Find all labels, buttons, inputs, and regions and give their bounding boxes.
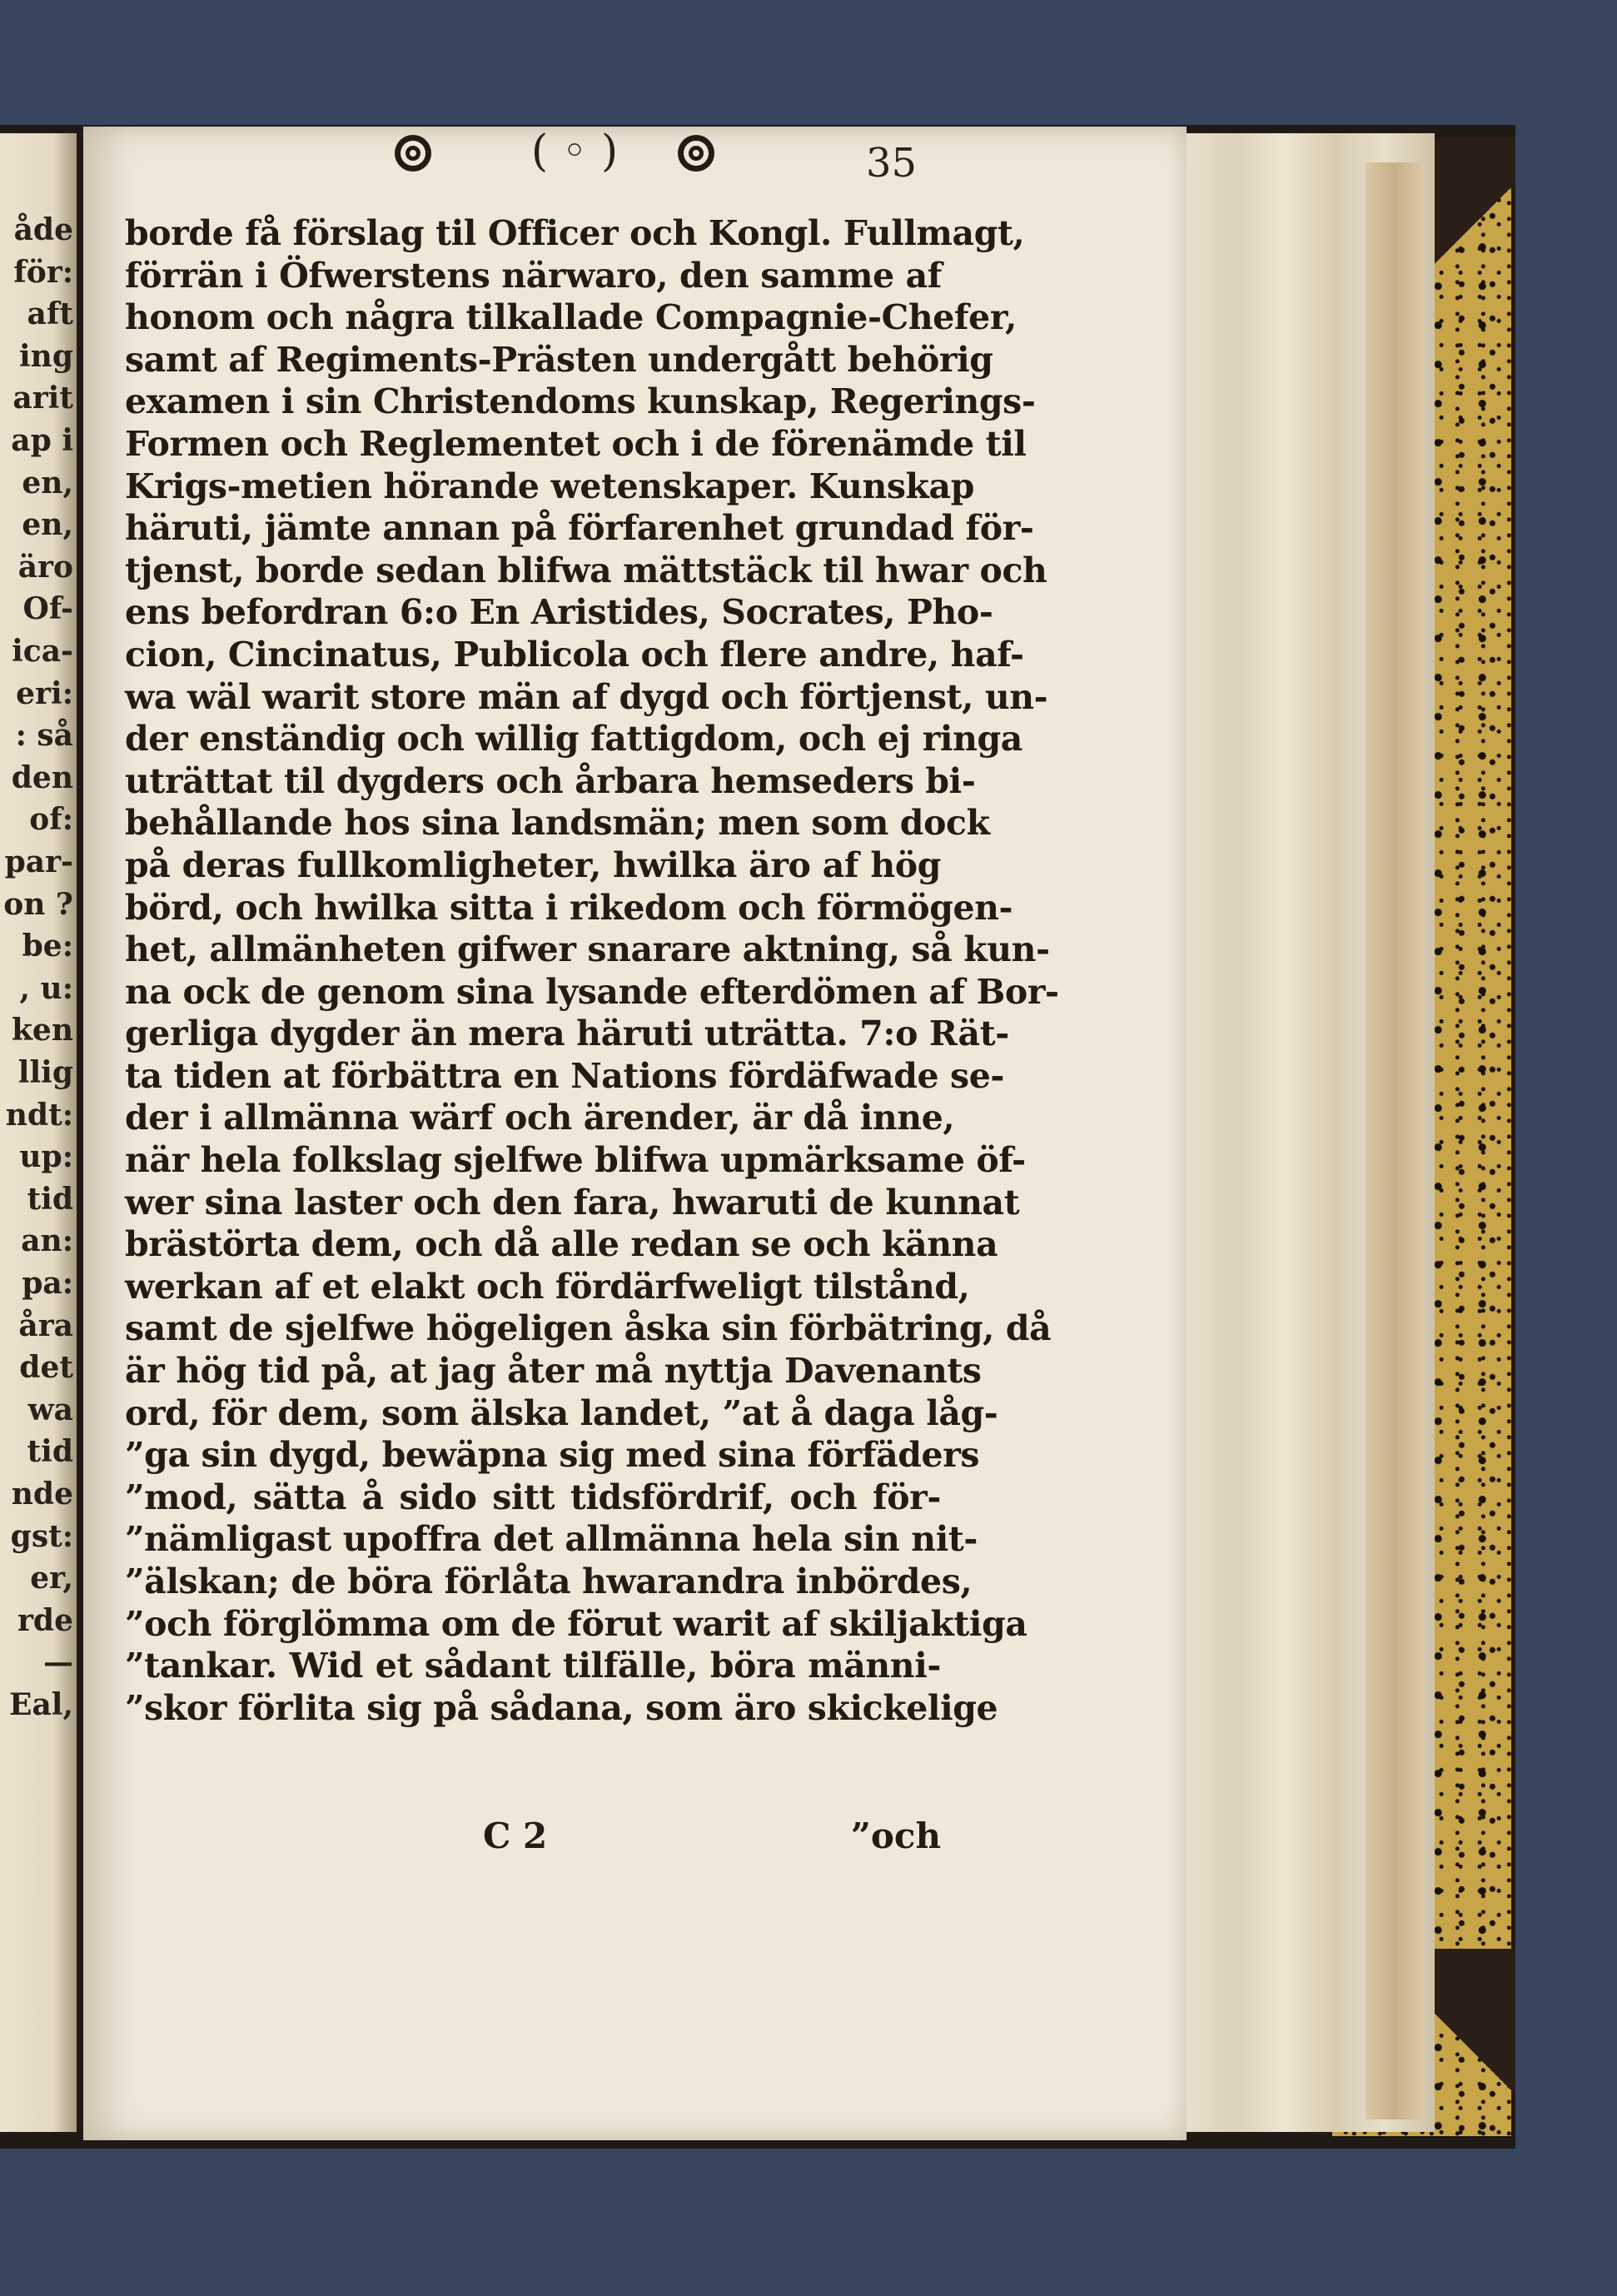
left-page-text-fragment: gst: [10,1518,73,1554]
left-page-text-fragment: en, [22,507,73,543]
page-edges-inner [1366,162,1424,2119]
signature-mark: C 2 [483,1815,548,1856]
text-line: tjenst, borde sedan blifwa mättstäck til hwar och [125,550,1047,590]
text-line: cion, Cincinatus, Publicola och flere andre, haf- [125,634,1024,675]
left-page-text-fragment: , u: [19,970,73,1006]
text-line: der enständig och willig fattigdom, och ej ringa [125,719,1022,760]
text-line: na ock de genom sina lysande efterdömen af Bor- [125,971,1059,1012]
left-page-text-fragment: Of- [22,591,73,627]
text-line: ”mod, sätta å sido sitt tidsfördrif, och för- [125,1477,941,1517]
left-page-text-fragment: er, [30,1561,73,1596]
left-page-text-fragment: arit [12,381,73,416]
text-line: när hela folkslag sjelfwe blifwa upmärksame öf- [125,1140,1026,1181]
text-line: häruti, jämte annan på förfarenhet grundad för- [125,508,1034,549]
left-page-text-fragment: åra [18,1307,73,1343]
left-page-text-fragment: åde [13,212,73,247]
left-page-text-fragment: ica- [12,634,73,669]
text-line: wer sina laster och den fara, hwaruti de kunnat [125,1182,1020,1223]
text-line: ta tiden at förbättra en Nations fördäfwade se- [125,1055,1005,1096]
left-page-text-fragment: wa [27,1392,73,1427]
header-parenthesis: ( ◦ ) [530,127,619,177]
text-line: ord, för dem, som älska landet, ”at å daga låg- [125,1392,998,1433]
left-page-text-fragment: en, [22,465,73,501]
left-page-text-fragment: : så [15,718,73,754]
left-page-text-fragment: tid [27,1181,73,1217]
left-page-text-fragment: ap i [11,423,73,458]
left-page-text-fragment: — [43,1645,73,1681]
text-line: samt de sjelfwe högeligen åska sin förbätring, då [125,1308,1052,1349]
text-line: samt af Regiments-Prästen undergått behörig [125,339,993,380]
left-page-text-fragment: eri: [16,675,73,711]
text-line: behållande hos sina landsmän; men som dock [125,803,990,844]
text-line: Formen och Reglementet och i de förenämde til [125,423,1027,464]
text-line: på deras fullkomligheter, hwilka äro af hög [125,844,941,885]
body-text [125,212,1059,1729]
left-page-text-fragment: äro [17,549,73,585]
left-page-text-fragment: be: [22,929,73,964]
flower-ornament-icon [674,132,718,175]
left-page-text-fragment: of: [29,802,73,838]
text-line: brästörta dem, och då alle redan se och känna [125,1224,998,1265]
catchword: ”och [850,1815,941,1856]
left-page-text-fragment: nde [11,1477,73,1512]
left-page-text-fragment: för: [13,254,73,290]
text-line: ”nämligast upoffra det allmänna hela sin nit- [125,1519,978,1560]
text-line: ens befordran 6:o En Aristides, Socrates, Pho- [125,592,993,633]
text-line: förrän i Öfwerstens närwaro, den samme af [125,255,943,296]
text-line: ”älskan; de böra förlåta hwarandra inbördes, [125,1561,973,1601]
left-page-text-fragment: ing [18,338,73,374]
left-page-text-fragment: llig [17,1055,73,1090]
left-page-text-fragment: det [19,1350,73,1386]
left-page-text-fragment: an: [21,1223,73,1259]
left-page-text-fragment: den [11,760,73,795]
left-page-text-fragment: pa: [22,1266,73,1301]
text-line: Krigs-metien hörande wetenskaper. Kunskap [125,466,974,506]
text-line: är hög tid på, at jag åter må nyttja Davenants [125,1351,982,1392]
flower-ornament-icon [391,132,435,175]
left-page-fragment [0,133,77,2132]
text-line: ”och förglömma om de förut warit af skiljaktiga [125,1603,1027,1644]
left-page-text-fragment: Eal, [9,1687,73,1722]
text-line: uträttat til dygders och årbara hemseders bi- [125,760,976,801]
left-page-text-fragment: on ? [3,886,73,922]
text-line: ”ga sin dygd, bewäpna sig med sina förfäders [125,1435,980,1476]
text-line: honom och några tilkallade Compagnie-Chefer, [125,297,1017,338]
text-line: werkan af et elakt och fördärfweligt tilstånd, [125,1266,970,1307]
left-page-text-fragment: par- [4,844,73,879]
left-page-text-fragment: rde [17,1602,73,1638]
left-page-text-fragment: tid [27,1434,73,1470]
left-page-text-fragment: ken [11,1013,73,1048]
text-line: het, allmänheten gifwer snarare aktning, så kun- [125,929,1050,970]
page-footer [125,1815,941,1865]
text-line: ”skor förlita sig på sådana, som äro skickelige [125,1687,998,1728]
left-page-text-fragment: ndt: [5,1097,73,1133]
text-line: der i allmänna wärf och ärender, är då inne, [125,1098,955,1138]
text-line: gerliga dygder än mera häruti uträtta. 7:o Rät- [125,1014,1009,1054]
left-page-text-fragment: aft [27,296,73,332]
text-line: wa wäl warit store män af dygd och förtjenst, un- [125,676,1048,717]
text-line: börd, och hwilka sitta i rikedom och förmögen- [125,887,1013,928]
text-line: examen i sin Christendoms kunskap, Regerings- [125,381,1036,422]
left-page-text-fragment: up: [19,1139,73,1175]
text-line: borde få förslag til Officer och Kongl. Fullmagt, [125,213,1025,253]
page-number: 35 [866,140,918,187]
text-line: ”tankar. Wid et sådant tilfälle, böra männi- [125,1646,941,1686]
page-header [391,123,933,190]
